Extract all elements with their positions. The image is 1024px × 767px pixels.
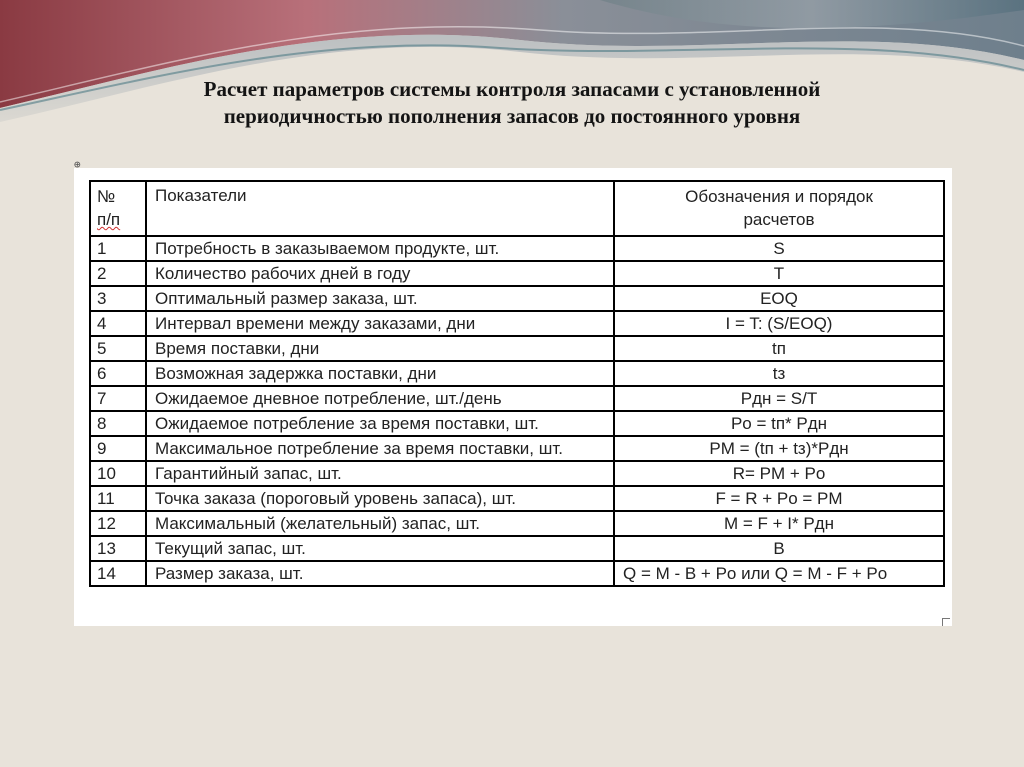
- row-num-cell: 4: [90, 311, 146, 336]
- table-move-handle-icon[interactable]: ⊕: [74, 158, 81, 171]
- table-row: [90, 486, 944, 511]
- row-formula-cell: B: [614, 536, 944, 561]
- row-formula-cell: EOQ: [614, 286, 944, 311]
- row-formula-cell: R= PМ + Po: [614, 461, 944, 486]
- row-num-cell: 12: [90, 511, 146, 536]
- table-row: [90, 436, 944, 461]
- header-formula-line-2: расчетов: [743, 210, 815, 229]
- row-indicator-cell: Количество рабочих дней в году: [146, 261, 614, 286]
- table-row: [90, 536, 944, 561]
- table-row: [90, 411, 944, 436]
- slide-title: [40, 76, 984, 130]
- row-indicator-cell: Время поставки, дни: [146, 336, 614, 361]
- row-formula-cell: tп: [614, 336, 944, 361]
- table-row: [90, 336, 944, 361]
- row-num-cell: 5: [90, 336, 146, 361]
- row-num-cell: 1: [90, 236, 146, 261]
- row-indicator-cell: Текущий запас, шт.: [146, 536, 614, 561]
- row-num-cell: 10: [90, 461, 146, 486]
- table-body: [90, 236, 944, 586]
- table-row: [90, 236, 944, 261]
- row-formula-cell: Po = tп* Pдн: [614, 411, 944, 436]
- row-indicator-cell: Ожидаемое потребление за время поставки, шт.: [146, 411, 614, 436]
- row-formula-cell: M = F + I* Pдн: [614, 511, 944, 536]
- row-formula-cell: S: [614, 236, 944, 261]
- header-indicator-cell: Показатели: [146, 181, 614, 236]
- table-header-row: [90, 181, 944, 236]
- row-num-cell: 7: [90, 386, 146, 411]
- table-row: [90, 286, 944, 311]
- row-num-cell: 11: [90, 486, 146, 511]
- header-num-line-2: п/п: [97, 210, 121, 229]
- row-indicator-cell: Возможная задержка поставки, дни: [146, 361, 614, 386]
- row-num-cell: 13: [90, 536, 146, 561]
- row-indicator-cell: Максимальный (желательный) запас, шт.: [146, 511, 614, 536]
- row-formula-cell: F = R + Po = PМ: [614, 486, 944, 511]
- row-indicator-cell: Ожидаемое дневное потребление, шт./день: [146, 386, 614, 411]
- table-row: [90, 361, 944, 386]
- table-row: [90, 261, 944, 286]
- row-formula-cell: PМ = (tп + tз)*Pдн: [614, 436, 944, 461]
- table-row: [90, 386, 944, 411]
- row-num-cell: 2: [90, 261, 146, 286]
- header-formula-line-1: Обозначения и порядок: [685, 187, 873, 206]
- row-formula-cell: I = T: (S/EOQ): [614, 311, 944, 336]
- row-indicator-cell: Оптимальный размер заказа, шт.: [146, 286, 614, 311]
- row-num-cell: 14: [90, 561, 146, 586]
- row-num-cell: 8: [90, 411, 146, 436]
- header-formula-cell: [614, 181, 944, 236]
- row-formula-cell: tз: [614, 361, 944, 386]
- slide-title-line-2: периодичностью пополнения запасов до постоянного уровня: [223, 104, 801, 128]
- row-formula-cell: Pдн = S/T: [614, 386, 944, 411]
- row-indicator-cell: Максимальное потребление за время поставки, шт.: [146, 436, 614, 461]
- header-num-cell: [90, 181, 146, 236]
- table-row: [90, 461, 944, 486]
- table-row: [90, 561, 944, 586]
- header-num-line-1: №: [97, 187, 116, 206]
- row-indicator-cell: Точка заказа (пороговый уровень запаса), шт.: [146, 486, 614, 511]
- row-indicator-cell: Интервал времени между заказами, дни: [146, 311, 614, 336]
- row-formula-cell: T: [614, 261, 944, 286]
- slide-title-line-1: Расчет параметров системы контроля запасами с установленной: [203, 77, 821, 101]
- table-resize-handle-icon[interactable]: [942, 618, 950, 626]
- row-num-cell: 3: [90, 286, 146, 311]
- row-num-cell: 6: [90, 361, 146, 386]
- row-indicator-cell: Размер заказа, шт.: [146, 561, 614, 586]
- row-indicator-cell: Гарантийный запас, шт.: [146, 461, 614, 486]
- table-row: [90, 311, 944, 336]
- row-indicator-cell: Потребность в заказываемом продукте, шт.: [146, 236, 614, 261]
- parameters-table: [89, 180, 945, 587]
- row-num-cell: 9: [90, 436, 146, 461]
- table-row: [90, 511, 944, 536]
- row-formula-cell: Q = M - B + Po или Q = M - F + Po: [614, 561, 944, 586]
